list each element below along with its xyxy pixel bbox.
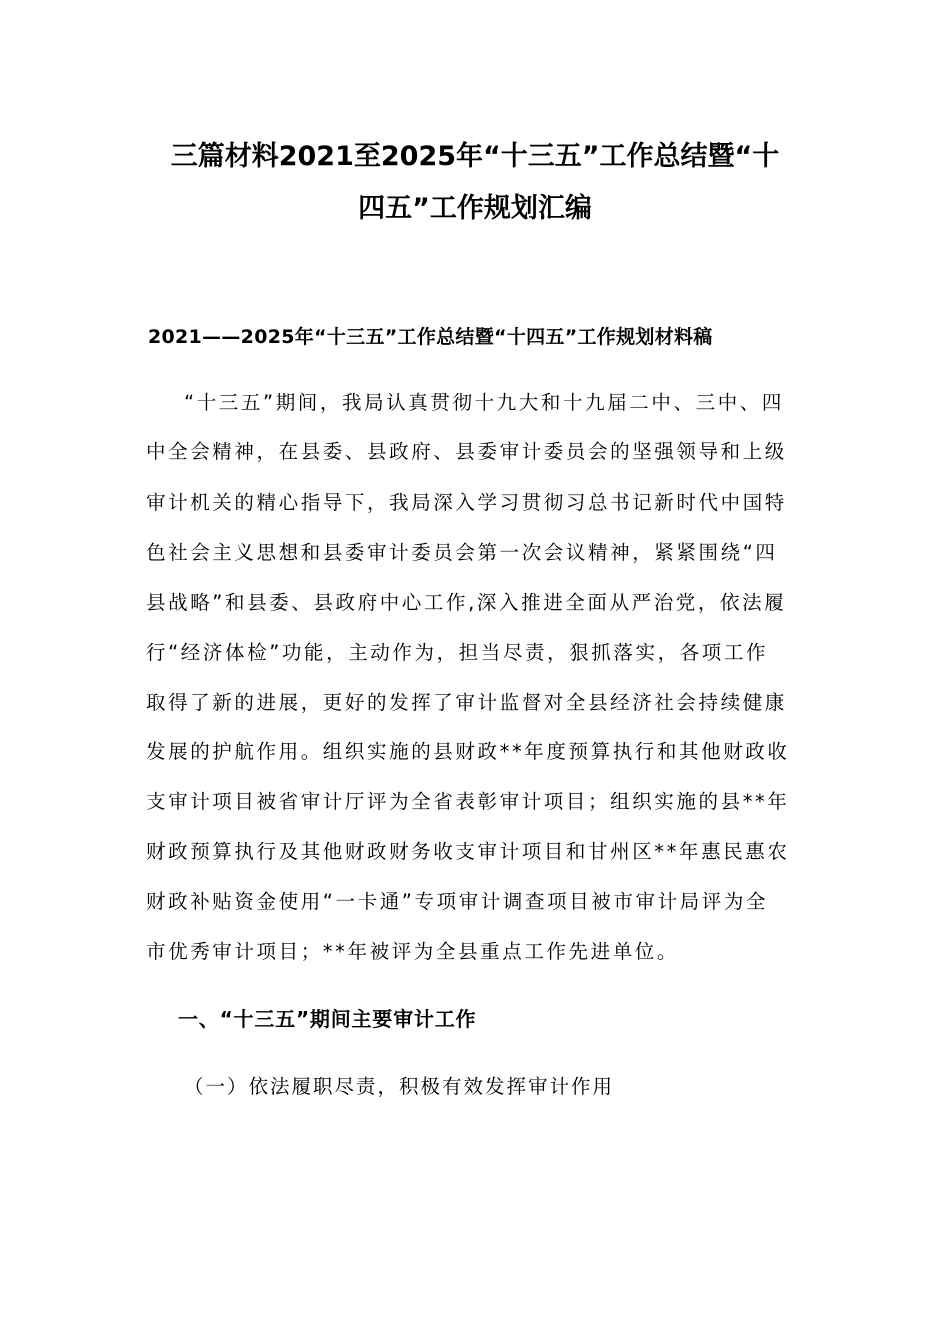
subsection-heading: （一）依法履职尽责，积极有效发挥审计作用 <box>184 1075 615 1098</box>
paragraph-line-5: 县战略”和县委、县政府中心工作,深入推进全面从严治党，依法履 <box>146 591 787 614</box>
paragraph-line-12: 市优秀审计项目；**年被评为全县重点工作先进单位。 <box>146 940 680 963</box>
document-title-line-2: 四五”工作规划汇编 <box>358 193 592 224</box>
paragraph-line-7: 取得了新的进展，更好的发挥了审计监督对全县经济社会持续健康 <box>146 691 787 714</box>
document-subtitle: 2021——2025年“十三五”工作总结暨“十四五”工作规划材料稿 <box>148 326 713 348</box>
paragraph-line-11: 财政补贴资金使用“一卡通”专项审计调查项目被市审计局评为全 <box>146 890 769 913</box>
paragraph-line-3: 审计机关的精心指导下，我局深入学习贯彻习总书记新时代中国特 <box>146 491 787 514</box>
paragraph-line-4: 色社会主义思想和县委审计委员会第一次会议精神，紧紧围绕“四 <box>146 541 778 564</box>
paragraph-line-6: 行“经济体检”功能，主动作为，担当尽责，狠抓落实，各项工作 <box>146 641 769 664</box>
paragraph-line-1: “十三五”期间，我局认真贯彻十九大和十九届二中、三中、四 <box>184 391 785 414</box>
paragraph-line-8: 发展的护航作用。组织实施的县财政**年度预算执行和其他财政收 <box>146 740 790 763</box>
section-heading: 一、“十三五”期间主要审计工作 <box>178 1007 477 1031</box>
document-title-line-1: 三篇材料2021至2025年“十三五”工作总结暨“十 <box>170 141 780 172</box>
paragraph-line-10: 财政预算执行及其他财政财务收支审计项目和甘州区**年惠民惠农 <box>146 840 790 863</box>
paragraph-line-9: 支审计项目被省审计厅评为全省表彰审计项目；组织实施的县**年 <box>146 790 790 813</box>
paragraph-line-2: 中全会精神，在县委、县政府、县委审计委员会的坚强领导和上级 <box>146 440 787 463</box>
